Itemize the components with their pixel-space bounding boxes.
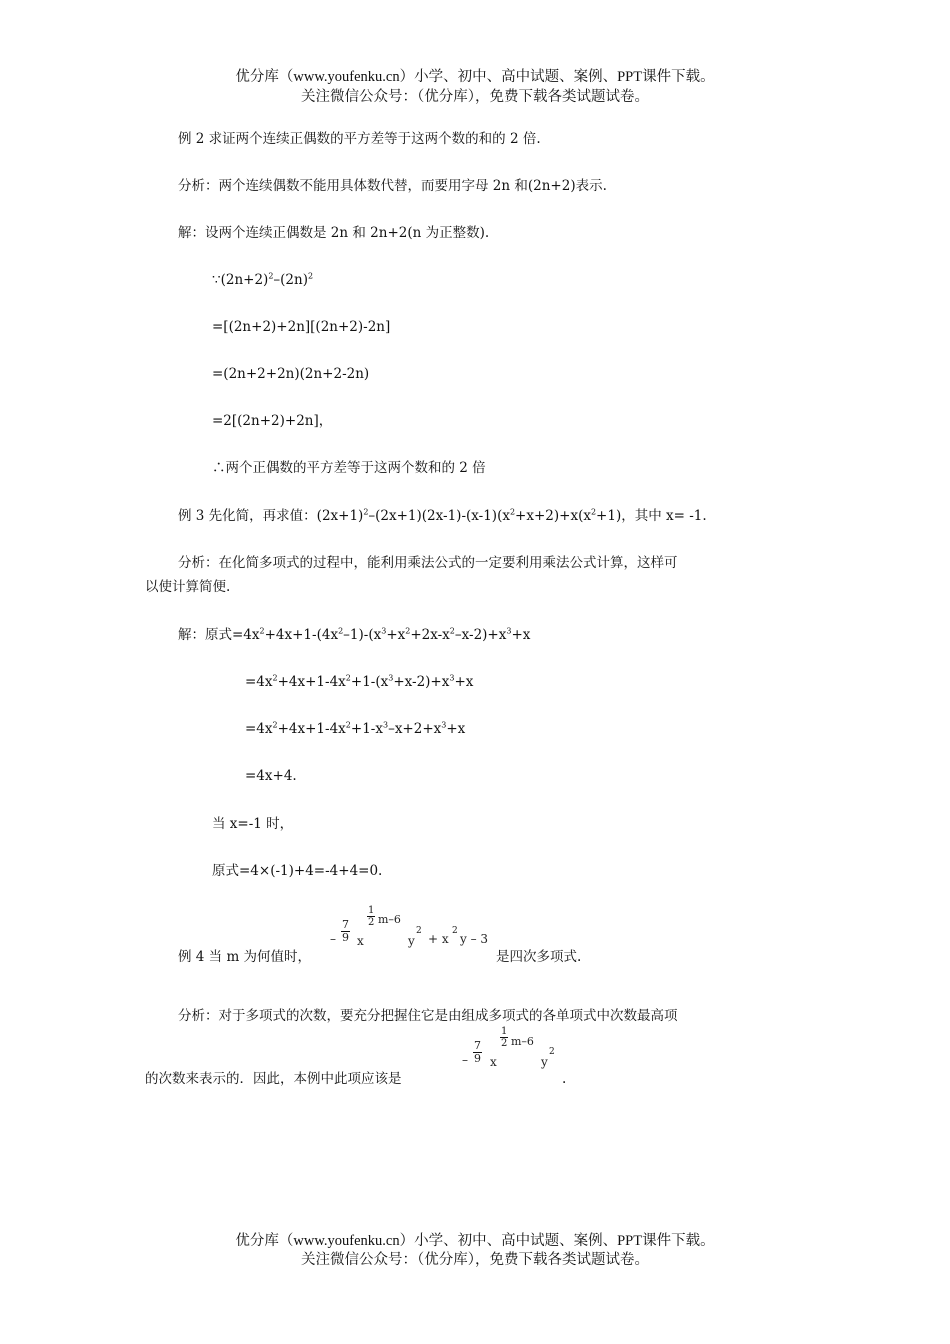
example-3-analysis-line-2: 以使计算简便. (145, 579, 231, 595)
exp-2: 2 (272, 720, 278, 730)
numerator: 1 (368, 905, 375, 916)
square-exponent: 2 (509, 507, 516, 517)
square-exponent: 2 (307, 271, 314, 281)
s2-p1: =4x (245, 674, 273, 690)
fraction-seven-ninths (341, 919, 350, 944)
var-x: x (357, 934, 364, 948)
exp-3: 3 (388, 673, 394, 683)
square-exponent: 2 (363, 507, 369, 517)
s3-p4: –x+2+x (388, 721, 442, 737)
s2-p5: +x (454, 674, 474, 690)
square-exponent: 2 (268, 271, 274, 281)
s1-p4: +x (386, 627, 406, 643)
exp-2: 2 (449, 626, 455, 636)
s3-p3: +1-x (350, 721, 383, 737)
s1-p5: +2x-x (410, 627, 450, 643)
numerator: 7 (474, 1039, 481, 1052)
s1-p2: +4x+1-(4x (264, 627, 339, 643)
s3-p5: +x (446, 721, 466, 737)
exp-2: 2 (272, 673, 278, 683)
exp-3: 3 (382, 720, 389, 730)
y-minus-3: y – 3 (460, 932, 489, 946)
exp-2: 2 (338, 626, 344, 636)
plus-x: + x (428, 932, 449, 946)
denominator: 2 (501, 1038, 508, 1049)
ex3-title-b: –(2x+1)(2x-1)-(x-1)(x (368, 508, 510, 524)
exp-3: 3 (449, 673, 455, 683)
step-1-part-b: –(2n) (273, 272, 308, 288)
exp-3: 3 (506, 626, 512, 636)
example-4-analysis-end: . (562, 1071, 567, 1087)
var-y: y (541, 1055, 548, 1069)
example-3-solution-line-4: =4x+4. (245, 768, 297, 784)
x-exponent: 2 (452, 926, 458, 936)
exp-3: 3 (441, 720, 447, 730)
example-3-analysis-line-1: 分析：在化简多项式的过程中，能利用乘法公式的一定要利用乘法公式计算，这样可 (178, 555, 678, 571)
example-4-analysis-line-2: 的次数来表示的．因此，本例中此项应该是 (145, 1071, 402, 1087)
exponent-m-minus-6: m–6 (511, 1035, 534, 1048)
example-4-polynomial (330, 905, 495, 965)
y-exponent: 2 (416, 926, 422, 936)
exponent-half (500, 1026, 508, 1049)
example-4-analysis-line-1: 分析：对于多项式的次数，要充分把握住它是由组成多项式的各单项式中次数最高项 (178, 1008, 678, 1024)
s1-p7: +x (511, 627, 531, 643)
s1-p3: –1)-(x (343, 627, 382, 643)
example-2-step-1 (212, 270, 313, 290)
fraction-seven-ninths (473, 1040, 482, 1065)
numerator: 1 (501, 1026, 508, 1037)
var-x: x (490, 1055, 497, 1069)
square-exponent: 2 (590, 507, 597, 517)
y-exponent: 2 (549, 1047, 555, 1057)
minus-sign: – (462, 1053, 468, 1067)
page-footer-line-2: 关注微信公众号：（优分库），免费下载各类试题试卷。 (301, 1252, 649, 1268)
page-header-line-2: 关注微信公众号：（优分库），免费下载各类试题试卷。 (301, 89, 649, 105)
page-footer-line-1: 优分库（www.youfenku.cn）小学、初中、高中试题、案例、PPT课件下载。 (235, 1233, 715, 1249)
exp-2: 2 (259, 626, 265, 636)
step-1-part-a: ∵(2n+2) (212, 272, 269, 288)
example-3-solution-line-3 (245, 719, 465, 739)
example-2-step-3: =(2n+2+2n)(2n+2-2n) (212, 366, 370, 382)
exp-2: 2 (345, 673, 351, 683)
example-4-term (462, 1026, 562, 1086)
example-2-solution: 解：设两个连续正偶数是 2n 和 2n+2(n 为正整数). (178, 225, 490, 241)
example-3-title (178, 506, 707, 526)
exponent-half (367, 905, 375, 928)
exp-2: 2 (345, 720, 351, 730)
example-4-title-a: 例 4 当 m 为何值时， (178, 949, 312, 965)
exp-3: 3 (381, 626, 387, 636)
example-3-solution-line-1 (178, 625, 530, 645)
example-2-conclusion: ∴两个正偶数的平方差等于这两个数和的 2 倍 (212, 460, 486, 476)
s3-p1: =4x (245, 721, 273, 737)
s2-p2: +4x+1-4x (277, 674, 346, 690)
example-2-title: 例 2 求证两个连续正偶数的平方差等于这两个数的和的 2 倍. (178, 131, 541, 147)
example-3-solution-line-2 (245, 672, 473, 692)
s3-p2: +4x+1-4x (277, 721, 346, 737)
ex3-title-c: +x+2)+x(x (515, 508, 591, 524)
minus-sign: – (330, 932, 336, 946)
exp-2: 2 (405, 626, 411, 636)
s2-p4: +x-2)+x (393, 674, 450, 690)
example-3-result: 原式=4×(-1)+4=-4+4=0. (212, 863, 383, 879)
s1-p1: 解：原式=4x (178, 627, 260, 643)
numerator: 7 (342, 918, 349, 931)
s2-p3: +1-(x (350, 674, 389, 690)
exponent-m-minus-6: m–6 (378, 913, 401, 926)
page-header-line-1: 优分库（www.youfenku.cn）小学、初中、高中试题、案例、PPT课件下载。 (235, 69, 715, 85)
example-2-step-2: =[(2n+2)+2n][(2n+2)-2n] (212, 319, 391, 335)
denominator: 2 (368, 917, 375, 928)
example-2-step-4: =2[(2n+2)+2n]， (212, 413, 333, 429)
denominator: 9 (342, 931, 349, 944)
ex3-title-d: +1)，其中 x= -1. (596, 508, 707, 524)
denominator: 9 (474, 1052, 481, 1065)
ex3-title-a: 例 3 先化简，再求值：(2x+1) (178, 508, 364, 524)
example-2-analysis: 分析：两个连续偶数不能用具体数代替，而要用字母 2n 和(2n+2)表示. (178, 178, 607, 194)
example-3-when: 当 x=-1 时， (212, 816, 294, 832)
var-y: y (408, 934, 415, 948)
s1-p6: –x-2)+x (454, 627, 507, 643)
example-4-title-b: 是四次多项式. (496, 949, 582, 965)
